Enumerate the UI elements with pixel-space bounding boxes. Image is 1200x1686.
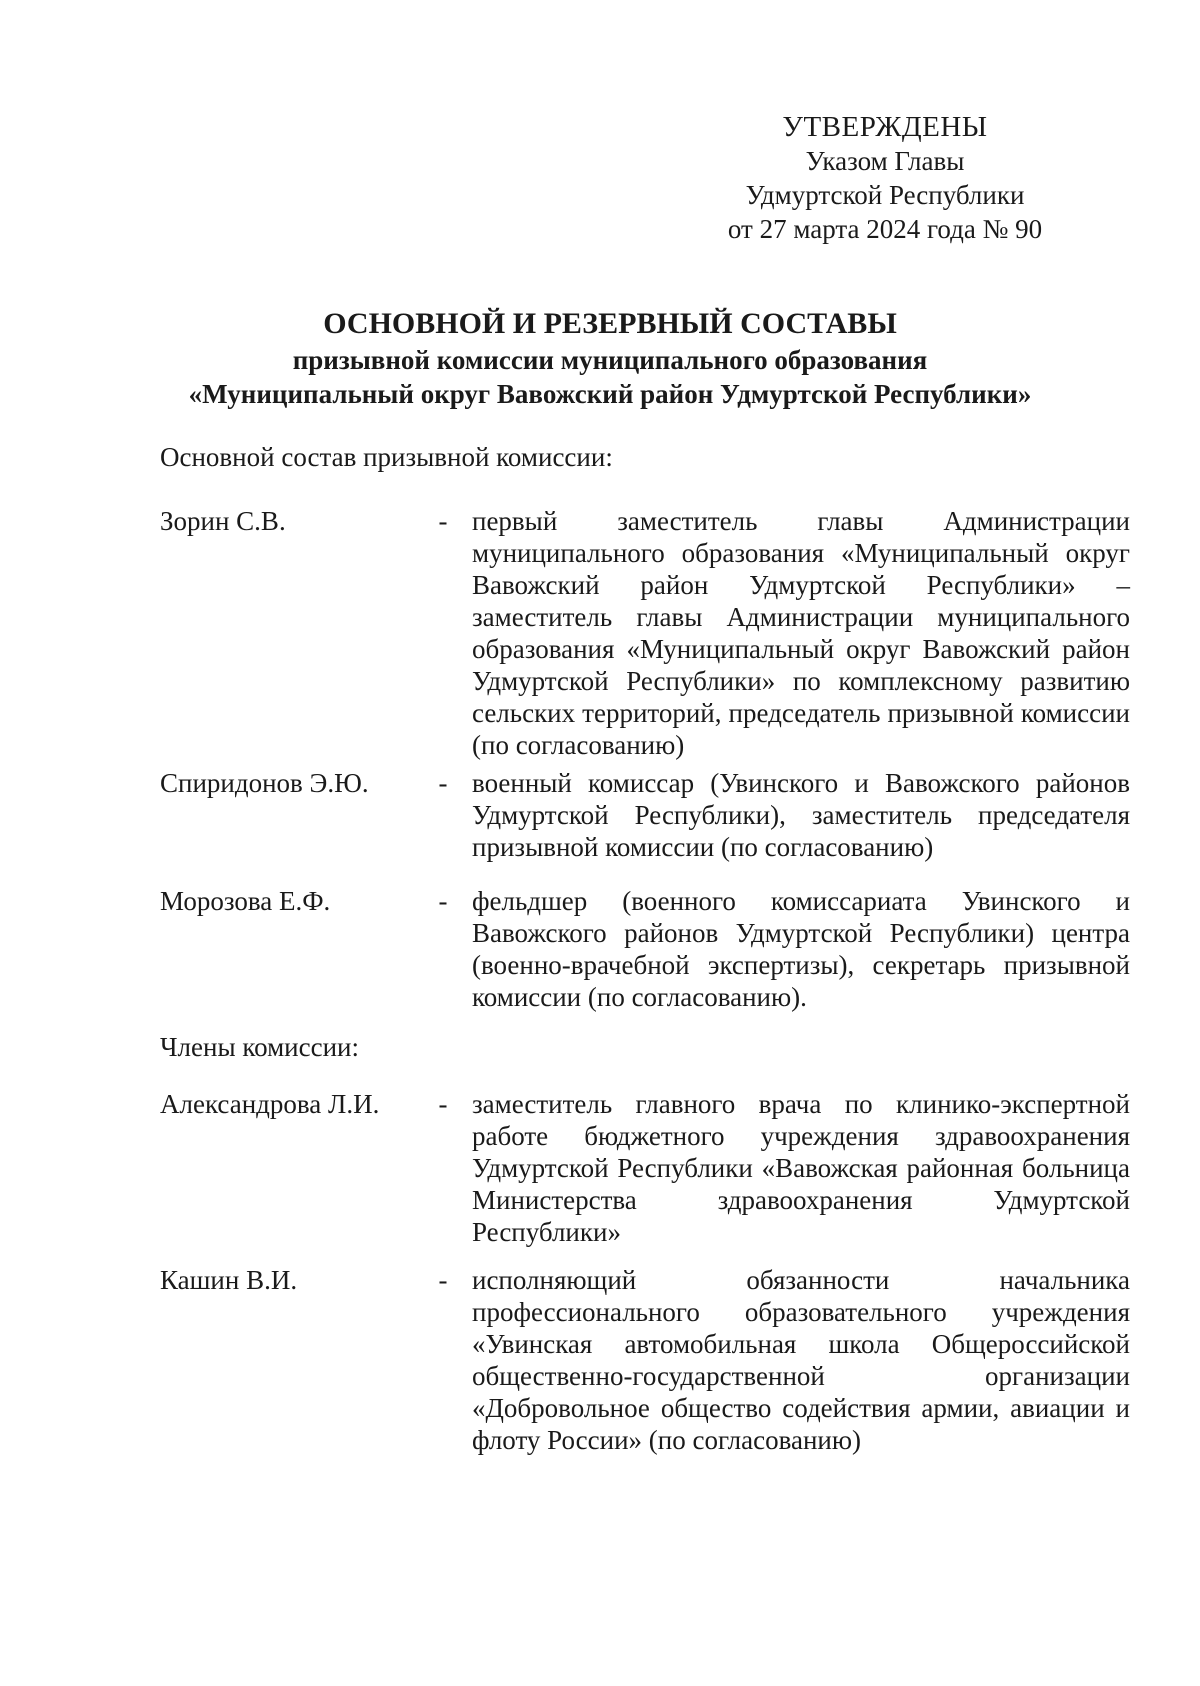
member-role: фельдшер (военного комиссариата Увинского и Вавожского районов Удмуртской Республики) центра (военно-врачебной экспертизы), секретарь призывной комиссии (по согласованию).: [472, 886, 1130, 1012]
member-name: Спиридонов Э.Ю.: [160, 768, 369, 798]
members-heading: Члены комиссии:: [160, 1032, 359, 1062]
title-subtitle-1: призывной комиссии муниципального образования: [292, 345, 928, 375]
member-name: Зорин С.В.: [160, 506, 286, 536]
approval-date: от 27 марта 2024 года № 90: [727, 214, 1043, 244]
approval-authority: Указом Главы: [805, 146, 965, 176]
approval-heading: УТВЕРЖДЕНЫ: [782, 111, 988, 143]
approval-stamp: [690, 110, 1080, 246]
member-entry: [160, 505, 1130, 761]
member-name: Кашин В.И.: [160, 1265, 298, 1295]
member-dash: -: [438, 506, 448, 536]
approval-region: Удмуртской Республики: [745, 180, 1025, 210]
member-dash: -: [438, 1265, 448, 1295]
title-subtitle-2: «Муниципальный округ Вавожский район Удмуртской Республики»: [188, 379, 1032, 409]
member-role: заместитель главного врача по клинико-экспертной работе бюджетного учреждения здравоохранения Удмуртской Республики «Вавожская районная больница Министерства здравоохранения Удмуртской Республики»: [472, 1089, 1130, 1247]
member-role: первый заместитель главы Администрации муниципального образования «Муниципальный округ Вавожский район Удмуртской Республики» – заместитель главы Администрации муниципального образования «Муниципальный округ Вавожский район Удмуртской Республики» по комплексному развитию сельских территорий, председатель призывной комиссии (по согласованию): [472, 506, 1130, 760]
member-entry: [160, 1088, 1130, 1248]
member-entry: [160, 767, 1130, 863]
member-role: исполняющий обязанности начальника профессионального образовательного учреждения «Увинская автомобильная школа Общероссийской общественно-государственной организации «Добровольное общество содействия армии, авиации и флоту России» (по согласованию): [472, 1265, 1130, 1455]
member-dash: -: [438, 886, 448, 916]
main-composition-heading: Основной состав призывной комиссии:: [160, 442, 613, 472]
document-title: [110, 305, 1110, 411]
member-role: военный комиссар (Увинского и Вавожского районов Удмуртской Республики), заместитель председателя призывной комиссии (по согласованию): [472, 768, 1130, 862]
member-dash: -: [438, 1089, 448, 1119]
member-entry: [160, 1264, 1130, 1456]
member-name: Морозова Е.Ф.: [160, 886, 331, 916]
member-entry: [160, 885, 1130, 1013]
member-name: Александрова Л.И.: [160, 1089, 380, 1119]
title-main: ОСНОВНОЙ И РЕЗЕРВНЫЙ СОСТАВЫ: [323, 307, 897, 340]
member-dash: -: [438, 768, 448, 798]
